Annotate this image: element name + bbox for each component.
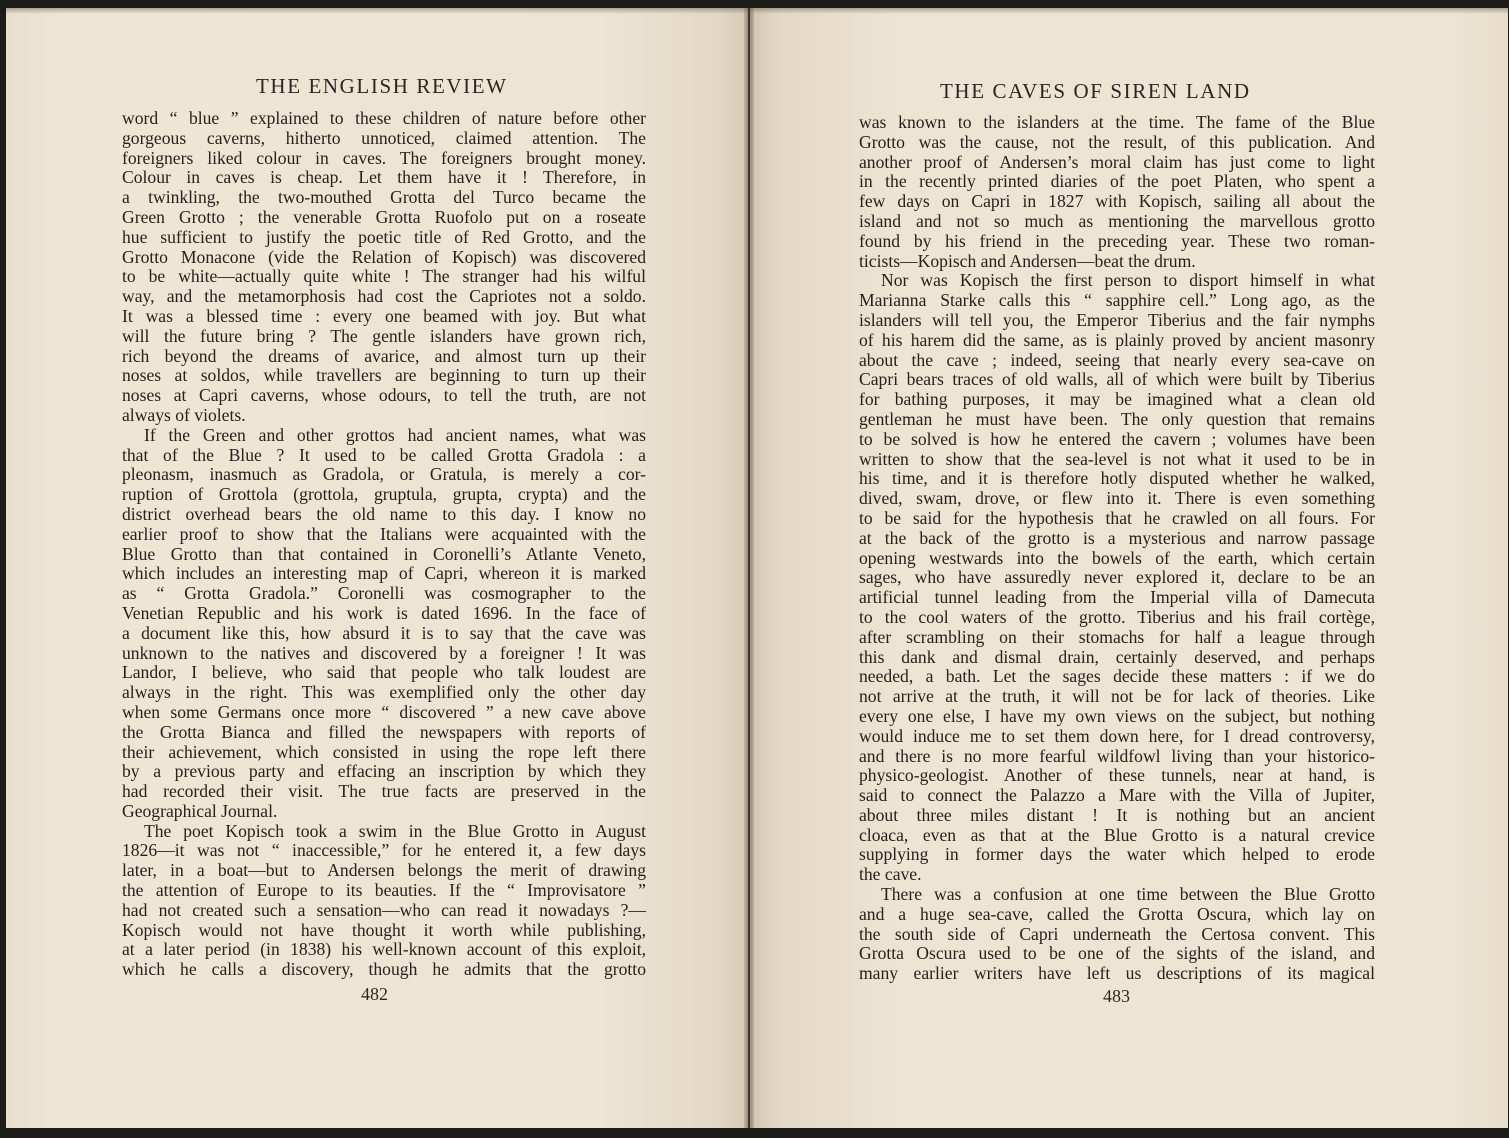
text-line: Colour in caves is cheap. Let them have it ! Therefore, in	[122, 167, 646, 188]
text-line: another proof of Andersen’s moral claim has just come to light	[859, 151, 1375, 172]
text-line: pleonasm, inasmuch as Gradola, or Gratula, is merely a cor-	[122, 464, 646, 485]
text-line: Marianna Starke calls this “ sapphire cell.” Long ago, as the	[859, 290, 1375, 311]
text-line: artificial tunnel leading from the Imperial villa of Damecuta	[859, 587, 1375, 608]
text-line: Green Grotto ; the venerable Grotta Ruofolo put on a roseate	[122, 206, 646, 227]
text-line: later, in a boat—but to Andersen belongs the merit of drawing	[122, 860, 646, 881]
text-line: at a later period (in 1838) his well-known account of this exploit,	[122, 939, 646, 960]
text-line: gentleman he must have been. The only question that remains	[859, 408, 1375, 429]
text-line: the cave.	[859, 864, 922, 885]
text-line: that of the Blue ? It used to be called Grotta Gradola : a	[122, 444, 646, 465]
text-line: his time, and it is therefore hotly disputed whether he walked,	[859, 468, 1375, 489]
text-line: for bathing purposes, it may be imagined what a clean old	[859, 389, 1375, 410]
text-line: a document like this, how absurd it is to say that the cave was	[122, 622, 646, 643]
text-line: was known to the islanders at the time. The fame of the Blue	[859, 112, 1375, 132]
text-line: many earlier writers have left us descriptions of its magical	[859, 963, 1375, 984]
text-line: noses at Capri caverns, whose odours, to tell the truth, are not	[122, 385, 646, 406]
text-line: about three miles distant ! It is nothing but an ancient	[859, 804, 1375, 825]
text-line: to be solved is how he entered the cavern ; volumes have been	[859, 428, 1375, 449]
text-line: opening westwards into the bowels of the earth, which certain	[859, 547, 1375, 568]
text-line: always of violets.	[122, 404, 246, 425]
text-line: written to show that the sea-level is not what it used to be in	[859, 448, 1375, 469]
text-line: to be white—actually quite white ! The stranger had his wilful	[122, 266, 646, 287]
text-line: had recorded their visit. The true facts are preserved in the	[122, 781, 646, 802]
text-line: Venetian Republic and his work is dated 1696. In the face of	[122, 602, 646, 623]
text-line: always in the right. This was exemplified only the other day	[122, 682, 646, 703]
text-line: word “ blue ” explained to these children of nature before other	[122, 108, 646, 128]
text-line: ticists—Kopisch and Andersen—beat the drum.	[859, 250, 1196, 271]
page-top-shadow	[750, 8, 1508, 14]
text-line: which includes an interesting map of Capri, whereon it is marked	[122, 563, 646, 584]
text-line: Grotto Monacone (vide the Relation of Kopisch) was discovered	[122, 246, 646, 267]
text-line: cloaca, even as that at the Blue Grotto is a natural crevice	[859, 824, 1375, 845]
page-number-left: 482	[361, 984, 388, 1004]
text-line: in the recently printed diaries of the poet Platen, who spent a	[859, 171, 1375, 192]
text-line: this dank and dismal drain, certainly deserved, and perhaps	[859, 646, 1375, 667]
text-line: the south side of Capri underneath the Certosa convent. This	[859, 923, 1375, 944]
text-line: earlier proof to show that the Italians were acquainted with the	[122, 523, 646, 544]
text-line: after scrambling on their stomachs for half a league through	[859, 626, 1375, 647]
text-line: islanders will tell you, the Emperor Tiberius and the fair nymphs	[859, 309, 1375, 330]
text-line: sages, who have assuredly never explored it, declare to be an	[859, 567, 1375, 588]
text-line: There was a confusion at one time between the Blue Grotto	[881, 884, 1375, 905]
text-line: Capri bears traces of old walls, all of which were built by Tiberius	[859, 369, 1375, 390]
text-line: their achievement, which consisted in using the rope left there	[122, 741, 646, 762]
text-line: needed, a bath. Let the sages decide these matters : if we do	[859, 666, 1375, 687]
page-number-right: 483	[1103, 986, 1130, 1006]
running-head-left: THE ENGLISH REVIEW	[256, 74, 508, 98]
text-line: as “ Grotta Gradola.” Coronelli was cosmographer to the	[122, 583, 646, 604]
text-line: and a huge sea-cave, called the Grotta Oscura, which lay on	[859, 903, 1375, 924]
text-line: physico-geologist. Another of these tunnels, near at hand, is	[859, 765, 1375, 786]
text-line: Grotto was the cause, not the result, of this publication. And	[859, 131, 1375, 152]
text-line: foreigners liked colour in caves. The foreigners brought money.	[122, 147, 646, 168]
text-line: gorgeous caverns, hitherto unnoticed, claimed attention. The	[122, 127, 646, 148]
running-head-right: THE CAVES OF SIREN LAND	[940, 79, 1251, 103]
text-line: Blue Grotto than that contained in Coronelli’s Atlante Veneto,	[122, 543, 646, 564]
text-line: said to connect the Palazzo a Mare with the Villa of Jupiter,	[859, 785, 1375, 806]
page-top-shadow	[6, 8, 748, 14]
text-line: Grotta Oscura used to be one of the sights of the island, and	[859, 943, 1375, 964]
text-line: by a previous party and effacing an inscription by which they	[122, 761, 646, 782]
text-line: hue sufficient to justify the poetic title of Red Grotto, and the	[122, 226, 646, 247]
text-line: unknown to the natives and discovered by a foreigner ! It was	[122, 642, 646, 663]
text-line: Landor, I believe, who said that people who talk loudest are	[122, 662, 646, 683]
text-line: island and not so much as mentioning the marvellous grotto	[859, 210, 1375, 231]
left-page	[6, 8, 748, 1128]
text-line: 1826—it was not “ inaccessible,” for he entered it, a few days	[122, 840, 646, 861]
text-line: at the back of the grotto is a mysterious and narrow passage	[859, 527, 1375, 548]
text-line: supplying in former days the water which helped to erode	[859, 844, 1375, 865]
text-line: The poet Kopisch took a swim in the Blue Grotto in August	[144, 820, 646, 841]
text-line: Geographical Journal.	[122, 800, 278, 821]
text-line: when some Germans once more “ discovered ” a new cave above	[122, 701, 646, 722]
book-gutter	[744, 8, 754, 1128]
text-line: the Grotta Bianca and filled the newspapers with reports of	[122, 721, 646, 742]
right-page-text	[859, 113, 1375, 984]
text-line: found by his friend in the preceding year. These two roman-	[859, 230, 1375, 251]
text-line: which he calls a discovery, though he admits that the grotto	[122, 959, 646, 980]
text-line: every one else, I have my own views on the subject, but nothing	[859, 705, 1375, 726]
right-page	[750, 8, 1508, 1128]
text-line: Kopisch would not have thought it worth while publishing,	[122, 919, 646, 940]
text-line: If the Green and other grottos had ancient names, what was	[144, 424, 646, 445]
text-line: the attention of Europe to its beauties. If the “ Improvisatore ”	[122, 880, 646, 901]
text-line: noses at soldos, while travellers are beginning to turn up their	[122, 365, 646, 386]
text-line: would induce me to set them down here, for I dread controversy,	[859, 725, 1375, 746]
text-line: not arrive at the truth, it will not be for lack of theories. Like	[859, 686, 1375, 707]
text-line: will the future bring ? The gentle islanders have grown rich,	[122, 325, 646, 346]
text-line: way, and the metamorphosis had cost the Capriotes not a soldo.	[122, 286, 646, 307]
text-line: of his harem did the same, as is plainly proved by ancient masonry	[859, 329, 1375, 350]
text-line: and there is no more fearful wildfowl living than your historico-	[859, 745, 1375, 766]
text-line: to be said for the hypothesis that he crawled on all fours. For	[859, 507, 1375, 528]
text-line: Nor was Kopisch the first person to disport himself in what	[881, 270, 1375, 291]
text-line: few days on Capri in 1827 with Kopisch, sailing all about the	[859, 191, 1375, 212]
text-line: rich beyond the dreams of avarice, and almost turn up their	[122, 345, 646, 366]
left-page-text	[122, 109, 646, 980]
text-line: dived, swam, drove, or flew into it. There is even something	[859, 488, 1375, 509]
text-line: to the cool waters of the grotto. Tiberius and his frail cortège,	[859, 606, 1375, 627]
text-line: ruption of Grottola (grottola, gruptula, grupta, crypta) and the	[122, 484, 646, 505]
text-line: a twinkling, the two-mouthed Grotta del Turco became the	[122, 187, 646, 208]
text-line: district overhead bears the old name to this day. I know no	[122, 503, 646, 524]
text-line: had not created such a sensation—who can read it nowadays ?—	[122, 899, 646, 920]
text-line: about the cave ; indeed, seeing that nearly every sea-cave on	[859, 349, 1375, 370]
text-line: It was a blessed time : every one beamed with joy. But what	[122, 305, 646, 326]
